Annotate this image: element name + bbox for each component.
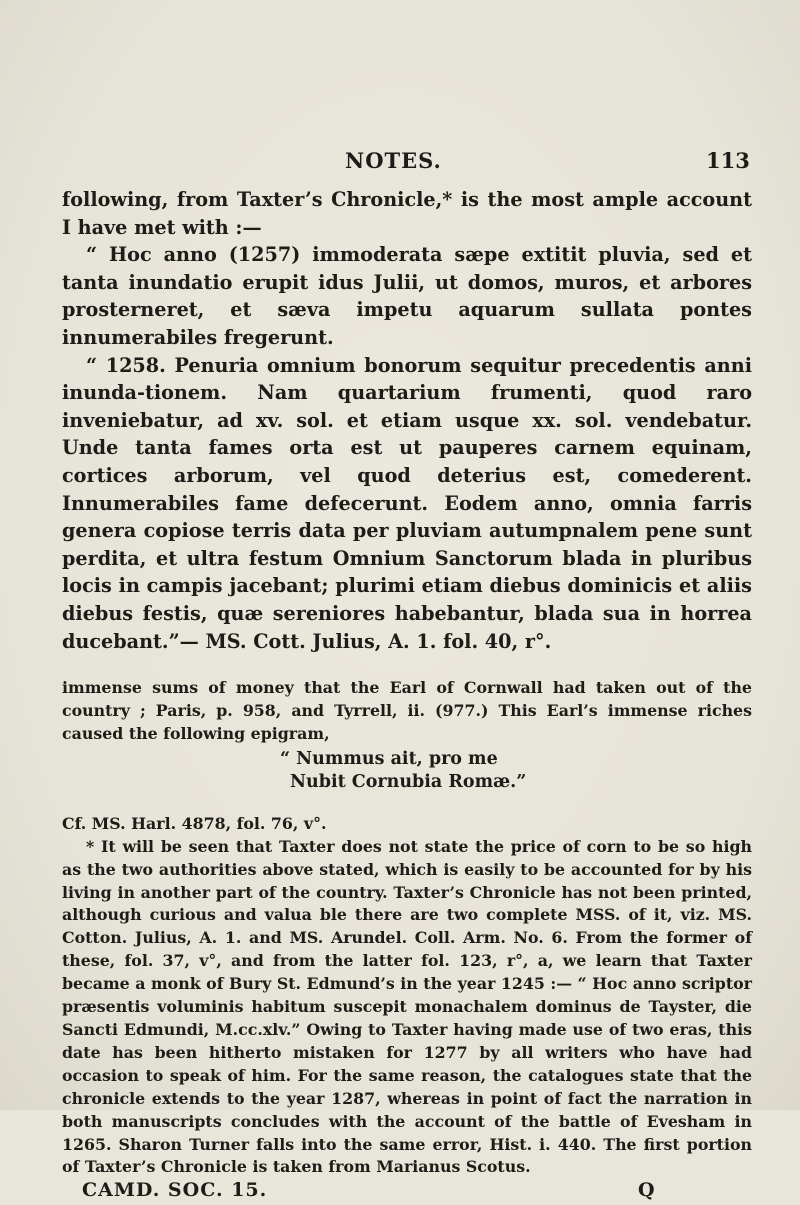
gathering-mark: Q [638, 1179, 655, 1202]
paragraph-latin-1258: “ 1258. Penuria omnium bonorum sequitur precedentis anni inunda-tionem. Nam quartarium frumenti, quod raro inveniebatur, ad xv. sol. et etiam usque xx. sol. vendebatur. Unde tanta fames orta est ut pauperes carnem equinam, cortices arborum, vel quod deterius est, comederent. Innumerabiles fame defecerunt. Eodem anno, omnia farris genera copiose terris data per pluviam autumpnalem pene sunt perdita, et ultra festum Omnium Sanctorum blada in pluribus locis in campis jacebant; plurimi etiam diebus dominicis et aliis diebus festis, quæ sereniores habebantur, blada sua in horrea ducebant.”— MS. Cott. Julius, A. 1. fol. 40, r°. [62, 353, 752, 653]
paragraph-earl-of-cornwall: immense sums of money that the Earl of Cornwall had taken out of the country ; Paris, p. 958, and Tyrrell, ii. (977.) This Earl’s immense riches caused the following epigram, [62, 678, 752, 743]
page-header [0, 148, 800, 178]
footnote-taxter: * It will be seen that Taxter does not state the price of corn to be so high as the two authorities above stated, which is easily to be accounted for by his living in another part of the country. Taxter’s Chronicle has not been printed, although curious and valua ble there are two complete MSS. of it, viz. MS. Cotton. Julius, A. 1. and MS. Arundel. Coll. Arm. No. 6. From the former of these, fol. 37, v°, and from the latter fol. 123, r°, a, we learn that Taxter became a monk of Bury St. Edmund’s in the year 1245 :— “ Hoc anno scriptor præsentis voluminis habitum suscepit monachalem dominus de Tayster, die Sancti Edmundi, M.cc.xlv.” Owing to Taxter having made use of two eras, this date has been hitherto mistaken for 1277 by all writers who have had occasion to speak of him. For the same reason, the catalogues state that the chronicle extends to the year 1287, whereas in point of fact the narration in both manuscripts concludes with the account of the battle of Evesham in 1265. Sharon Turner falls into the same error, Hist. i. 440. The first portion of Taxter’s Chronicle is taken from Marianus Scotus. [62, 836, 752, 1177]
page-number: 113 [706, 148, 750, 173]
epigram [62, 748, 752, 795]
paragraph-latin-1257: “ Hoc anno (1257) immoderata sæpe extitit pluvia, sed et tanta inundatio erupit idus Julii, ut domos, muros, et arbores prosterneret, et sæva impetu aquarum sullata pontes innumerabiles fregerunt. [62, 243, 752, 349]
paragraph-harleian-reference: Cf. MS. Harl. 4878, fol. 76, v°. [62, 813, 327, 833]
epigram-line-2: Nubit Cornubia Romæ.” [290, 772, 527, 793]
running-title: NOTES. [345, 148, 442, 173]
epigram-line-1: “ Nummus ait, pro me [280, 748, 498, 769]
paragraph-intro: following, from Taxter’s Chronicle,* is the most ample account I have met with :— [62, 188, 752, 239]
signature-mark: CAMD. SOC. 15. [82, 1179, 268, 1202]
page-footer [62, 1179, 752, 1205]
page-body [62, 186, 752, 1205]
